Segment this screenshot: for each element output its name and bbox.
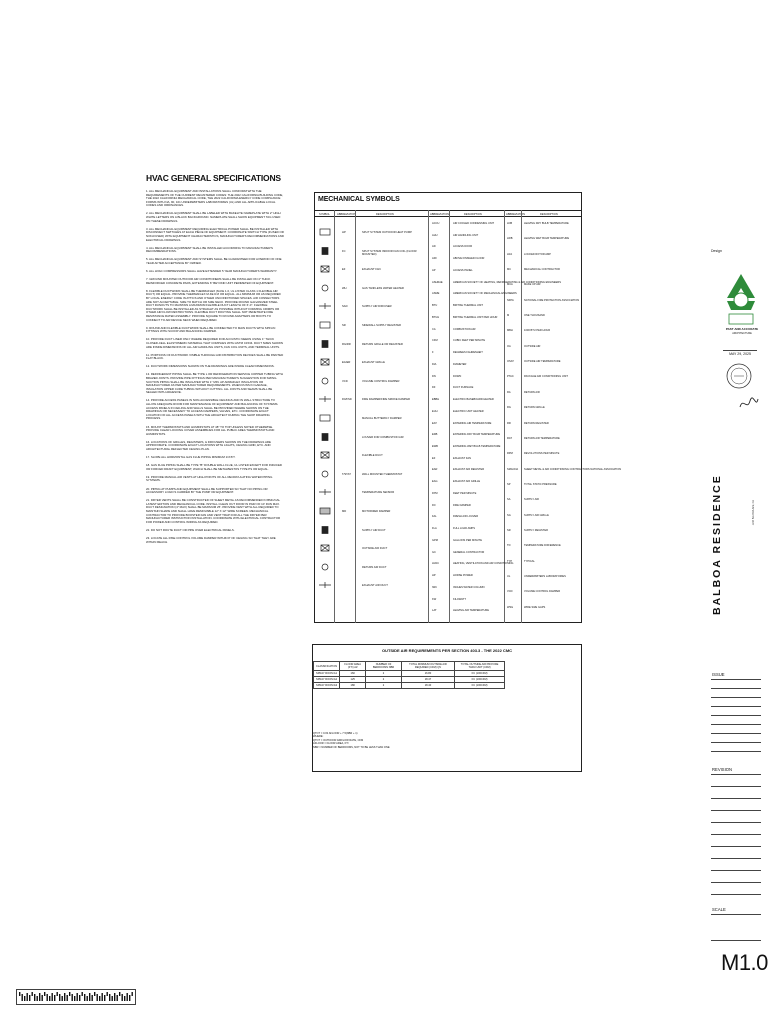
spec-item: 3. ALL MECHANICAL EQUIPMENT REQUIRING ELECTRICAL POWER SHALL BE INSTALLED WITH DISCONNECT SWITCHES AT EACH PIECE OF EQUIPMENT. COORDINATE SWITCH TYPE (FUSED OR NON-FUSED) WITH EQUIPMENT CHARACTERISTICS, MANUFACTURER'S RECOMMENDATIONS AND ELECTRICAL DRAWINGS. <box>146 226 284 242</box>
symbol-description: RETURN GRILLE OR REGISTER <box>362 342 403 346</box>
symbol-description: EXHAUST GRILLE <box>362 361 385 365</box>
abbreviation: GPM <box>432 538 438 542</box>
symbol-description: GAS TANKLESS WATER HEATER <box>362 286 404 290</box>
abbreviation: IWC <box>432 585 438 589</box>
abbreviation-description: SUPPLY AIR <box>524 498 539 502</box>
spec-item: 19. PROVIDE MANUAL AIR VENTS AT HIGH POINTS OF ALL RECIRCULATING WATER PIPING SYSTEMS. <box>146 474 273 483</box>
issue-line <box>711 688 761 689</box>
abbreviation: EUH <box>432 409 438 413</box>
abbreviation-description: RETURN AIR <box>524 390 540 394</box>
abbreviation: TYP <box>507 559 513 563</box>
symbol-description: SPLIT SYSTEM INDOOR FAN COIL (FLOOR MOUNTED) <box>362 249 417 256</box>
revision-line <box>711 846 761 847</box>
spec-item: 23. LOCATE ALL RISE CONTROL VOLUME DAMPER WITHIN 8' OF CEILING SO THAT THEY ARE WITHIN REACH. <box>146 535 276 544</box>
symbol-abbreviation: FD/FSD <box>342 398 352 402</box>
abbreviation-description: RETURN AIR TEMPERATURE <box>524 436 560 440</box>
abbreviation-description: TEMPERATURE DIFFERENCE <box>524 544 561 548</box>
temperature-sensor-icon <box>318 488 332 496</box>
project-address: 1234 BALBOA AVE, CA <box>752 500 755 526</box>
spec-item: 9. ROUND AND FLEXIBLE DUCTWORK SHALL BE CONNECTED TO MAIN DUCTS WITH SPIN-IN FITTINGS WITH SCOOP AND BALANCING DAMPER. <box>146 325 276 334</box>
issue-line <box>711 679 761 680</box>
table-cell: 180 <box>340 683 366 689</box>
water-heater-icon <box>318 284 332 292</box>
header-abbr-2: ABBREVIATION <box>430 212 449 216</box>
symbol-abbreviation: FC <box>342 249 346 253</box>
abbreviation: EBBH <box>432 398 440 402</box>
formula-note: AFLOOR = FLOOR AREA, FT² <box>313 742 349 746</box>
outside-air-header-cell: CLASSIFICATION <box>314 662 340 671</box>
abbreviation: MC <box>507 268 512 272</box>
symbol-description: LOUVER FOR COMBUSTION AIR <box>362 435 404 439</box>
abbreviation: KW <box>432 597 437 601</box>
table-cell: SPRAY ROOM A1 <box>314 671 340 677</box>
spec-item: 20. PIPING AT PUMPS AND EQUIPMENT SHALL BE SUPPORTED SO THAT NO PIPING OR ACCESSORY LOAD IS CARRIED BY THE PUMP OR EQUIPMENT. <box>146 486 268 495</box>
table-cell: 18.47 <box>401 677 454 683</box>
symbol-abbreviation: SR <box>342 324 346 327</box>
return-grille-icon <box>318 340 332 348</box>
abbreviation-description: ABOVE FINISHED FLOOR <box>453 257 485 261</box>
spec-item: 11. PORTIONS OF DUCTWORK VISIBLE THROUGH AIR DISTRIBUTION DEVICES SHALL BE PAINTED FLAT BLACK. <box>146 352 284 361</box>
issue-line <box>711 751 761 752</box>
abbreviation: SA <box>507 498 511 502</box>
symbol-abbreviation: SAD <box>342 305 348 309</box>
abbreviation: MBH <box>507 329 513 333</box>
symbol-description: MOTORIZED DAMPER <box>362 510 391 513</box>
butterfly-damper-icon <box>318 414 332 422</box>
abbreviation-description: LEAVING DRY BULB TEMPERATURE <box>524 222 569 225</box>
abbreviation-description: FEET PER MINUTE <box>453 491 477 495</box>
sheet-number: M1.0 <box>721 950 768 975</box>
revision-line <box>711 894 761 895</box>
sidewall-register-icon <box>318 321 332 329</box>
abbreviation-description: VOLUME CONTROL DAMPER <box>524 590 561 594</box>
header-abbr-1: ABBREVIATION <box>337 212 356 216</box>
symbol-abbreviation: VCD <box>342 379 348 383</box>
abbreviation-description: HORSE POWER <box>453 574 473 578</box>
exhaust-grille-icon <box>318 358 332 366</box>
spec-item: 13. REFRIGERANT PIPING SHALL BE TYPE L OR REFRIGERATION SERVICE COPPER TUBING WITH BRAZED JOINTS. PROVIDE PIPE FITTINGS PER MANUFACTURER'S SUGGESTION FOR SIZING. SUCTION PIPING SHALL BE INSULATED WITH 1" MIN. AP ARMAFLEX INSULATION OR MANUFACTURED AS PER MANUFACTURER REQUIREMENTS. WHEN RUNS IN GARAGE, INSULATION UPPER CURE TUBING WITHOUT CUTTING. ALL JOINTS AND SEAMS SHALL BE SEALED WITH ADHESIVE. <box>146 372 284 395</box>
abbreviation: OSAT <box>507 360 514 364</box>
outside-air-notes <box>313 732 390 749</box>
abbreviation: PTAC <box>507 375 514 379</box>
abbreviation: EAG <box>432 480 438 484</box>
logo-caption: PAST AND ACCURATE <box>725 327 759 331</box>
abbreviation: SMACNA <box>507 467 519 471</box>
symbol-description: RETURN AIR DUCT <box>362 565 387 569</box>
project-name-text: BALBOA RESIDENCE <box>711 474 723 615</box>
abbreviation: DF <box>432 386 436 390</box>
symbol-description: SUPPLY AIR DIFFUSER <box>362 305 392 309</box>
fire-damper-icon <box>318 395 332 403</box>
abbreviation: HP <box>432 574 436 578</box>
abbreviation: AHU <box>432 233 438 237</box>
spec-item: 12. DUCTWORK DIMENSIONS SHOWN ON THE DRAWINGS ARE INSIDE CLEAR DIMENSIONS. <box>146 364 275 369</box>
abbreviation: CFM <box>432 339 438 343</box>
abbreviation: LWB <box>507 237 513 241</box>
abbreviation: UL <box>507 574 511 578</box>
revision-line <box>711 870 761 871</box>
symbol-description: EXHAUST FAN <box>362 268 381 272</box>
abbreviation-description: CUBIC FEET PER MINUTE <box>453 339 486 343</box>
outside-air-table <box>313 661 505 689</box>
abbreviation: FPM <box>432 491 438 495</box>
spec-title: HVAC GENERAL SPECIFICATIONS <box>146 173 281 183</box>
revision-line <box>711 810 761 811</box>
abbreviation-description: FIRE DAMPER <box>453 503 471 507</box>
revision-line <box>711 834 761 835</box>
abbreviation-description: MAKE UP AIR <box>524 283 541 287</box>
abbreviation: RPM <box>507 452 513 456</box>
signature-icon <box>738 393 760 415</box>
revision-line <box>711 858 761 859</box>
symbol-description: OUTSIDE AIR DUCT <box>362 547 388 551</box>
table-cell: FC (100CFM) <box>455 683 505 689</box>
issue-line <box>711 742 761 743</box>
symbol-abbreviation: RG/RR <box>342 342 351 346</box>
motorized-damper-icon <box>318 507 332 515</box>
abbreviation-description: LEAVING AIR TEMPERATURE <box>453 609 490 613</box>
column-divider <box>334 210 335 623</box>
supply-diffuser-icon <box>318 302 332 310</box>
abbreviation-description: FULL LOAD AMPS <box>453 527 475 531</box>
table-row <box>314 683 505 689</box>
table-cell: FC (100CFM) <box>455 671 505 677</box>
symbol-description: SPLIT SYSTEM OUTDOOR HEAT PUMP <box>362 231 412 234</box>
exhaust-fan-icon <box>318 265 332 273</box>
abbreviation: RR <box>507 421 511 425</box>
abbreviation-description: LEAVING WET BULB TEMPERATURE <box>524 237 570 241</box>
abbreviation-description: KILOWATT <box>453 597 466 601</box>
abbreviation: EDB <box>432 433 438 437</box>
table-cell: FC (100CFM) <box>455 677 505 683</box>
abbreviation-description: DUCT FURNACE <box>453 386 474 390</box>
return-duct-icon <box>318 563 332 571</box>
louver-icon <box>318 433 332 441</box>
abbreviation-description: TYPICAL <box>524 559 535 563</box>
abbreviation: SP <box>507 482 511 486</box>
abbreviation: FAL <box>432 515 437 519</box>
issue-line <box>711 733 761 734</box>
formula-note: QTOT = OUTDOOR AIRFLOW RATE, CFM <box>313 738 364 742</box>
header-desc-3: DESCRIPTION <box>540 212 558 216</box>
table-cell: 18.40 <box>401 683 454 689</box>
abbreviation-description: MECHANICAL CONTRACTOR <box>524 268 560 272</box>
spec-item: 21. DRYER VENTS SHALL BE CONSTRUCTED OF SHEET METAL AS RECOMMENDED IN BMC/CAL LATEST EDITION AND MECHANICAL CODE. INSTALL CLEAN OUT DOOR IN PAIR OF 10' RUN MAX. DUCT DESIGNATION (4" MAX) SHALL BE MAXIMUM 25'. PROVIDE VENT WITH ALL REQUIRED TO MAINTAIN SHAPE AND SHALL HAVE REMOVABLE 12" X 12" WIRE SCREEN. MECHANICAL CONTRACTOR TO PROVIDE BOOSTER FAN AND VENT TRAP FOR ALL THE DRYER PER MANUFACTURER INSTRUCTION INSTALLATION. COORDINATE WITH ELECTRICAL CONTRACTOR FOR POWER AND CONTROL WIRING AS REQUIRED. <box>146 498 281 524</box>
recycle-logo-icon <box>721 270 761 330</box>
header-desc-1: DESCRIPTION <box>376 212 394 216</box>
abbreviation: ASME <box>432 292 440 296</box>
abbreviation: AD <box>432 245 436 249</box>
abbreviation: EF <box>432 456 436 460</box>
abbreviation: FLA <box>432 527 437 531</box>
abbreviation: AFF <box>432 257 437 261</box>
abbreviation-description: EXHAUST AIR GRILLE <box>453 480 481 484</box>
abbreviation-description: ONE THOUSAND <box>524 314 545 318</box>
abbreviation-description: HEATING, VENTILATION AND AIR CONDITIONING <box>453 562 514 566</box>
abbreviation-description: SUPPLY REGISTER <box>524 528 548 532</box>
abbreviation: LRA <box>507 252 513 256</box>
abbreviation: ACCU <box>432 222 440 225</box>
header-symbol: SYMBOL <box>319 212 330 216</box>
abbreviation: M <box>507 314 510 318</box>
abbreviation-description: OUTSIDE AIR TEMPERATURE <box>524 360 561 364</box>
abbreviation-description: AIR COOLED CONDENSING UNIT <box>453 222 495 225</box>
spec-item: 8. FLEXIBLE DUCTWORK SHALL BE THERMAFLEX (M-KE 1.0, UL LISTED CLASS 1 FLEXIBLE AIR DUCT) OR EQUAL. PROVIDE THERMAFLEX M-KE R-8 OR EQUAL. ALL MINIMUM OR AS REQUIRED BY LOCAL ENERGY CODE IN ATTICS AND OTHER UNCONDITIONED SPACES. AIR CONNECTORS ARE NOT ACCEPTABLE. SIZE TO MATCH OR SIZE NECK. PROVIDE ROUND GALVANIZED STEEL DUCT RUNOUTS TO MAINTAIN A MAXIMUM FLEXIBLE DUCT LENGTH OF 6'-0". FLEXIBLE DUCTWORK SHALL BE INSTALLED AS STRAIGHT AS POSSIBLE WITHOUT FORMING CRIMPS OR OTHER AIR FLOW RESTRICTIONS. FLEXIBLE DUCT ROUTING SHALL NOT PENETRATE FIRE RESISTANCE RATED ASSEMBLY. PROVIDE SQUARE TO ROUND ADAPTERS OR BOOTS TO CONNECT TO AIR DEVICE NECK WHEN REQUIRED. <box>146 288 281 322</box>
spec-item: 1. ALL MECHANICAL EQUIPMENT AND INSTALLATIONS SHALL CONFORM WITH THE REQUIREMENTS OF THE CURRENT REGISTERED CODES: THE 2022 CALIFORNIA BUILDING CODE, THE 2022 CALIFORNIA MECHANICAL CODE, THE 2022 CALIFORNIA ENERGY CODE COMPLIANCE FORMS WITH NA, 90, 101 UNDERWRITERS LABORATORIES (UL) AND ALL APPLICABLE LOCAL CODES AND ORDINANCES. <box>146 189 284 208</box>
table-cell: 16.80 <box>401 671 454 677</box>
issue-line <box>711 715 761 716</box>
exhaust-duct-icon <box>318 581 332 589</box>
abbreviation: SG <box>507 513 511 517</box>
revision-line <box>711 882 761 883</box>
column-divider <box>521 210 522 623</box>
table-cell: 2 <box>366 683 401 689</box>
abbreviation-description: ACCESS DOOR <box>453 245 473 249</box>
abbreviation-description: BRITISH THERMAL UNIT <box>453 304 483 308</box>
symbol-abbreviation: MD <box>342 510 347 513</box>
abbreviation-description: UNDERWRITERS LABORATORIES <box>524 574 566 578</box>
abbreviation-description: ELECTRIC UNIT HEATER <box>453 409 484 413</box>
abbreviation-description: PACKAGE AIR CONDITIONING UNIT <box>524 375 568 379</box>
abbreviation-description: SHEET METAL & AIR CONDITIONING CONTRACTORS NATIONAL ASSOCIATION <box>524 467 622 471</box>
engineer-seal-icon <box>726 363 752 389</box>
issue-line <box>711 724 761 725</box>
revision-label: REVISION <box>712 767 733 772</box>
sheet-line <box>711 940 761 941</box>
outside-duct-icon <box>318 544 332 552</box>
abbreviation: BTU <box>432 304 438 308</box>
table-cell: SPRAY ROOM A3 <box>314 683 340 689</box>
abbreviation: EWB <box>432 444 438 448</box>
spec-item: 18. GAS FLUE PIPING SHALL BE TYPE "B" DOUBLE WALL FLUE, UL LISTED EXCEPT FOR INDUCED OR FORCED DRAFT EQUIPMENT, WHICH SHALL BE METALBESTOS TYPE PS OR EQUAL. <box>146 463 282 471</box>
spec-item: 5. ALL MECHANICAL EQUIPMENT AND SYSTEMS SHALL BE GUARANTEED FOR A PERIOD OF ONE YEAR AFTER ACCEPTANCE BY OWNER. <box>146 257 282 265</box>
abbreviation-description: INCHES WATER COLUMN <box>453 585 485 589</box>
abbreviation: MUA <box>507 283 513 287</box>
symbol-abbreviation: T/STAT <box>342 472 351 476</box>
outside-air-title: OUTSIDE AIR REQUIREMENTS PER SECTION 403.3 - THE 2022 CMC <box>381 648 513 653</box>
abbreviation-description: 1000 BTU PER HOUR <box>524 329 551 333</box>
abbreviation-description: FRESH AIR LOUVER <box>453 515 479 519</box>
outside-air-header-cell: TOTAL MINIMUM OUTSIDE AIR REQUIRED (CFM) QV <box>401 662 454 671</box>
design-label: Design <box>711 249 722 253</box>
spec-item: 2. ALL MECHANICAL EQUIPMENT SHALL BE LABELED WITH BAKELITE NAMEPLATE WITH 2" HIGH WHITE LETTERS ON A BLACK BACKGROUND. NAMEPLATE SHALL SHOW EQUIPMENT TAG USED ON THESE DRAWINGS. <box>146 211 281 223</box>
symbol-abbreviation: EF <box>342 268 346 272</box>
abbreviation-description: REVOLUTIONS PER MINUTE <box>524 452 560 456</box>
formula-note: NBR = NUMBER OF BEDROOMS, NOT TO BE LESS THAN ONE <box>313 745 390 749</box>
abbreviation-description: EXHAUST FAN <box>453 456 471 460</box>
abbreviation-description: BRITISH THERMAL UNIT PER HOUR <box>453 315 498 319</box>
abbreviation-description: OUTSIDE AIR <box>524 344 541 348</box>
abbreviation-description: DOWN <box>453 374 462 378</box>
spec-item: 16. LOCATIONS OF GRILLES, REGISTERS, & DIFFUSERS SHOWN ON THE DRAWINGS ARE APPROXIMATE. COORDINATE EXACT LOCATIONS WITH LIGHTS, CEILING GRID, ETC. AND ARCHITECTURAL REFLECTED CEILING PLAN. <box>146 439 271 451</box>
outside-air-header-cell: FLOOR AREA (FT²) AZ <box>340 662 366 671</box>
spec-item: 17. SLOPE ALL HORIZONTAL GAS FLUE PIPING MINIMUM 1/4"/FT. <box>146 455 236 460</box>
scale-label: SCALE <box>712 907 726 912</box>
abbreviation-description: WIRE SIZE GAPS <box>524 605 546 609</box>
abbreviation-description: NATIONAL FIRE PROTECTION ASSOCIATION <box>524 298 580 302</box>
symbol-description: VOLUME CONTROL DAMPER <box>362 379 400 383</box>
abbreviation-description: ENTERING AIR TEMPERATURE <box>453 421 492 425</box>
symbol-abbreviation: HP <box>342 231 346 234</box>
outside-air-header-cell: NUMBER OF BEDROOMS NBR <box>366 662 401 671</box>
abbreviation-description: SUPPLY AIR GRILLE <box>524 513 549 517</box>
abbreviation-description: RETURN REGISTER <box>524 421 549 425</box>
abbreviation-description: GALLONS PER MINUTE <box>453 538 482 542</box>
symbol-abbreviation: EG/ER <box>342 361 351 365</box>
symbol-description: EXHAUST AIR DUCT <box>362 584 388 588</box>
abbreviation: F <box>432 351 434 355</box>
abbreviation-description: DIAMETER <box>453 362 467 366</box>
abbreviation: SR <box>507 528 511 532</box>
outside-air-header-cell: TOTAL OUTSIDE AIR PROVIDE THRU UNIT (CFM) <box>455 662 505 671</box>
abbreviation-description: GENERAL CONTRACTOR <box>453 550 485 554</box>
abbreviation-description: LOCKED ROTOR AMP <box>524 252 551 256</box>
abbreviation-description: DEGREES FAHRENHEIT <box>453 351 483 355</box>
symbol-description: MANUAL BUTTERFLY DAMPER <box>362 417 402 420</box>
abbreviation: RAT <box>507 436 512 440</box>
abbreviation: OA <box>507 344 511 348</box>
symbol-description: SUPPLY AIR DUCT <box>362 528 386 532</box>
abbreviation: FD <box>432 503 436 507</box>
volume-damper-icon <box>318 377 332 385</box>
abbreviation: DN <box>432 374 436 378</box>
abbreviation-description: ENTERING DRY BULB TEMPERATURE <box>453 433 501 437</box>
abbreviation: NFPA <box>507 298 514 302</box>
abbreviation-description: EXHAUST AIR REGISTER <box>453 468 485 472</box>
abbreviation: RA <box>507 390 511 394</box>
spec-item: 4. ALL MECHANICAL EQUIPMENT SHALL BE INSTALLED ACCORDING TO MANUFACTURER'S RECOMMENDATIONS. <box>146 245 273 254</box>
spec-list <box>146 190 284 549</box>
abbreviation: TD <box>507 544 511 548</box>
abbreviation: VCD <box>507 590 513 594</box>
spec-item: 14. PROVIDE ACCESS PANELS IN NON-ACCESSIBLE CEILINGS AND IN WALL STRUCTURE TO ALLOW ADEQUATE ROOM FOR MAINTENANCE OF EQUIPMENT AND BALANCING OF SYSTEMS. ACCESS PANELS IN CEILING AND WALLS SHALL BE PROVIDED WHERE SHOWN ON THE DRAWINGS OR NECESSARY TO ACCESS DAMPERS, VALVES, ETC. COORDINATE EXACT LOCATION OF ALL ACCESS PANELS WITH THE ARCHITECT DURING THE SHOP DRAWING PROCESS. <box>146 398 279 421</box>
header-abbr-3: ABBREVIATION <box>506 212 525 216</box>
thermostat-icon <box>318 470 332 478</box>
abbreviation: HVAC <box>432 562 440 566</box>
scale-line <box>711 914 761 915</box>
symbol-abbreviation: WH <box>342 286 347 290</box>
column-divider <box>355 210 356 623</box>
column-divider <box>428 210 429 623</box>
table-cell: 125 <box>340 677 366 683</box>
abbreviation: EAT <box>432 421 437 425</box>
abbreviation-description: AIR HANDLING UNIT <box>453 233 479 237</box>
issue-label: ISSUE <box>712 672 725 677</box>
table-cell: 2 <box>366 671 401 677</box>
project-name <box>711 474 742 615</box>
table-cell: 160 <box>340 671 366 677</box>
abbreviation: DIA <box>432 362 437 366</box>
abbreviation: ASHRAE <box>432 280 443 284</box>
abbreviation: BTUH <box>432 315 440 319</box>
abbreviation: WSG <box>507 605 514 609</box>
formula-note: WHERE: <box>313 735 324 739</box>
abbreviation: LAT <box>432 609 437 613</box>
supply-duct-icon <box>318 526 332 534</box>
symbol-description: FLEXIBLE DUCT <box>362 454 383 458</box>
abbreviation-description: AMERICAN SOCIETY OF MECHANICAL ENGINEERS <box>453 292 517 296</box>
formula-note: QTOT = 0.03 AFLOOR + 7.5(NBR + 1) <box>313 732 358 735</box>
spec-item: 15. MOUNT THERMOSTATS AND HUMIDISTATS AT 48" TO TOP UNLESS NOTED OTHERWISE. PROVIDE CLEAR LOCKING COVER ASSEMBLIES FOR ALL PUBLIC AREA THERMOSTATS AND HUMIDISTATS. <box>146 424 275 436</box>
logo-subcaption: ARCHITECTURE <box>732 332 752 335</box>
spec-item: 22. DO NOT ROUTE DUCT OR PIPE OVER ELECTRICAL PANELS. <box>146 527 235 532</box>
abbreviation-description: RETURN GRILLE <box>524 406 545 410</box>
revision-line <box>711 798 761 799</box>
spec-item: 7. GROUND MOUNTED OUTDOOR AIR CONDITIONERS SHALL BE INSTALLED ON 4" THICK REINFORCED CONCRETE PADS, EXTENDING 6" BEYOND UNIT PERIMETER OF EQUIPMENT. <box>146 277 274 285</box>
revision-line <box>711 774 761 775</box>
symbol-description: WALL MOUNTED THERMOSTAT <box>362 472 403 476</box>
flexible-duct-icon <box>318 451 332 459</box>
abbreviation: EAR <box>432 468 438 472</box>
issue-line <box>711 697 761 698</box>
abbreviation-description: COMBUSTION AIR <box>453 327 476 331</box>
abbreviation-description: TOTAL STATIC PRESSURE <box>524 482 557 486</box>
revision-line <box>711 786 761 787</box>
abbreviation: CA <box>432 327 436 331</box>
spec-item: 10. PROVIDE DUCT LINER ONLY WHERE REQUIRED FOR ACOUSTIC NEEDS USING 1" THICK CLOSED-CELL ELASTOMERIC MATERIAL THAT COMPLIES WITH ASTM C1534. DUCT SIZES SHOWN ARE INSIDE DIMENSIONS OF ALL AIR HANDLING UNITS, FAN COIL UNITS, AND TERMINAL UNITS. <box>146 337 283 349</box>
abbreviation-description: ACCESS PANEL <box>453 268 473 272</box>
symbol-description: TEMPERATURE SENSOR <box>362 491 395 495</box>
abbreviation-description: ELECTRIC BASEBOARD HEATER <box>453 398 494 402</box>
stamp-pattern-icon <box>16 989 136 1005</box>
abbreviation: LDB <box>507 222 513 225</box>
abbreviation-description: ENTERING WET BULB TEMPERATURE <box>453 444 501 448</box>
abbreviation-description: AMERICAN SOCIETY OF HEATING, REFRIGERATING & AIR CONDITIONING ENGINEERS <box>453 280 561 284</box>
column-divider <box>449 210 450 623</box>
abbreviation: AP <box>432 268 436 272</box>
header-desc-2: DESCRIPTION <box>464 212 482 216</box>
abbreviation: RG <box>507 406 511 410</box>
symbol-description: FIRE DAMPER/FIRE SMOKE DAMPER <box>362 398 410 402</box>
split-system-icon <box>318 228 332 236</box>
table-cell: SPRAY ROOM A2 <box>314 677 340 683</box>
revision-line <box>711 822 761 823</box>
spec-item: 6. ALL HVAC COMPRESSORS SHALL HAVE EXTENDED 5 YEAR MANUFACTURER'S WARRANTY. <box>146 269 278 273</box>
table-cell: 2 <box>366 677 401 683</box>
fan-coil-icon <box>318 247 332 255</box>
date: MAY 29, 2025 <box>723 350 757 356</box>
symbol-description: SIDEWALL SUPPLY REGISTER <box>362 324 401 327</box>
issue-line <box>711 706 761 707</box>
symbols-title: MECHANICAL SYMBOLS <box>318 196 400 203</box>
abbreviation: GC <box>432 550 436 554</box>
